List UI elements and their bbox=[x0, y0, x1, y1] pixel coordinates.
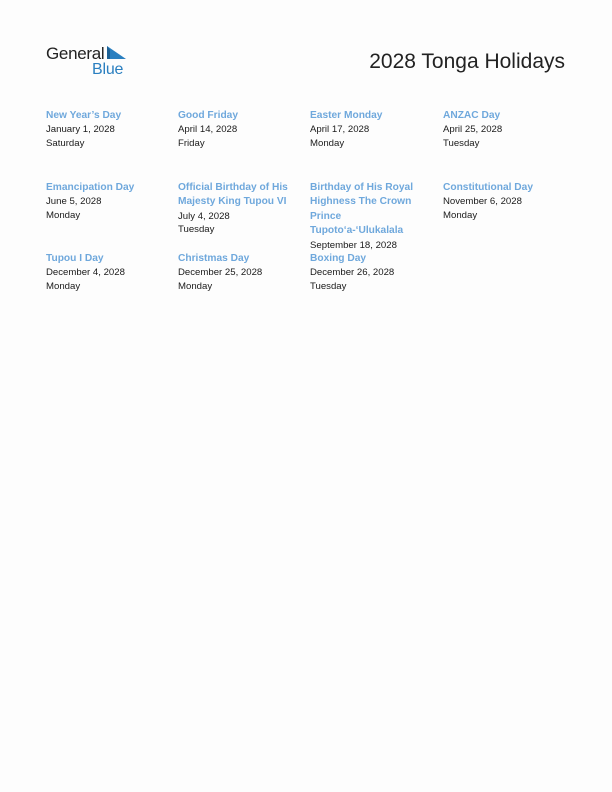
holiday-entry bbox=[310, 109, 428, 151]
holiday-date: September 18, 2028 bbox=[310, 239, 397, 251]
holiday-name: New Year’s Day bbox=[46, 110, 122, 121]
page-title: 2028 Tonga Holidays bbox=[369, 50, 565, 73]
holiday-weekday: Friday bbox=[178, 138, 205, 149]
holiday-entry bbox=[310, 252, 428, 294]
holiday-date: April 17, 2028 bbox=[310, 124, 370, 136]
holiday-name: Boxing Day bbox=[310, 253, 367, 264]
logo-text-blue: Blue bbox=[92, 61, 124, 78]
holiday-name: Easter Monday bbox=[310, 110, 383, 121]
holiday-entry bbox=[178, 181, 294, 237]
holiday-date: November 6, 2028 bbox=[443, 196, 522, 208]
holiday-name: Tupou I Day bbox=[46, 253, 104, 264]
holiday-weekday: Monday bbox=[178, 281, 213, 292]
holiday-date: June 5, 2028 bbox=[46, 196, 102, 208]
holiday-name: Christmas Day bbox=[178, 253, 250, 264]
holiday-date: January 1, 2028 bbox=[46, 124, 115, 136]
holiday-date: December 4, 2028 bbox=[46, 267, 125, 279]
holiday-date: April 14, 2028 bbox=[178, 124, 238, 136]
holiday-weekday: Tuesday bbox=[178, 224, 215, 236]
logo-text-general: General bbox=[46, 44, 105, 63]
holiday-entry bbox=[443, 181, 561, 223]
holiday-entry bbox=[178, 109, 296, 151]
holiday-entry bbox=[46, 252, 164, 294]
holiday-entry bbox=[178, 252, 296, 294]
holiday-date: July 4, 2028 bbox=[178, 210, 230, 222]
holiday-weekday: Tuesday bbox=[443, 138, 480, 149]
holiday-entry bbox=[310, 181, 422, 252]
holiday-weekday: Monday bbox=[46, 281, 81, 292]
generalblue-logo bbox=[46, 44, 136, 80]
holiday-date: April 25, 2028 bbox=[443, 124, 503, 136]
holiday-name: ANZAC Day bbox=[443, 110, 501, 121]
holiday-name: Good Friday bbox=[178, 110, 238, 121]
holiday-weekday: Monday bbox=[310, 138, 345, 149]
holiday-entry bbox=[443, 109, 561, 151]
holiday-date: December 25, 2028 bbox=[178, 267, 263, 279]
holiday-name: Official Birthday of His Majesty King Tupou VI bbox=[178, 182, 288, 208]
holiday-name: Emancipation Day bbox=[46, 182, 135, 193]
holiday-date: December 26, 2028 bbox=[310, 267, 395, 279]
holiday-weekday: Tuesday bbox=[310, 281, 347, 292]
holiday-entry bbox=[46, 109, 164, 151]
holiday-name: Constitutional Day bbox=[443, 182, 533, 193]
holiday-weekday: Monday bbox=[46, 210, 81, 221]
holiday-name: Birthday of His Royal Highness The Crown Prince Tupoto‘a-‘Ulukalala bbox=[310, 182, 414, 237]
holiday-weekday: Monday bbox=[443, 210, 478, 221]
holiday-entry bbox=[46, 181, 164, 223]
holiday-weekday: Saturday bbox=[46, 138, 85, 149]
